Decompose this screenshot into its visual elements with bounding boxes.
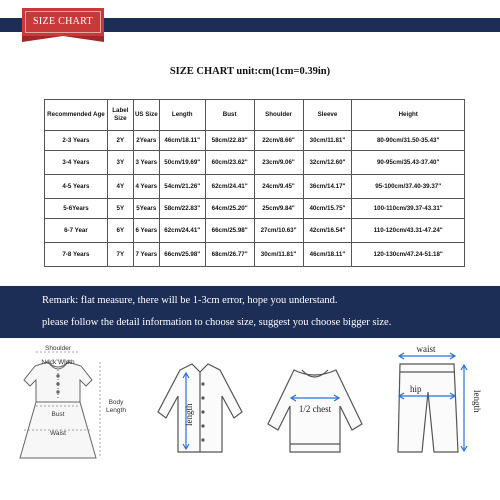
- badge-label: SIZE CHART: [22, 8, 104, 36]
- table-cell: 100-110cm/39.37-43.31": [352, 199, 465, 219]
- table-cell: 27cm/10.63": [254, 219, 303, 243]
- table-cell: 24cm/9.45": [254, 175, 303, 199]
- table-row: [45, 131, 465, 151]
- shirt-diagram: [150, 340, 250, 490]
- pants-icon: [398, 364, 458, 452]
- remark-banner: [0, 286, 500, 338]
- table-cell: 90-95cm/35.43-37.40": [352, 151, 465, 175]
- dress-icon: [20, 362, 96, 458]
- pants-length-label: length: [472, 390, 482, 413]
- table-cell: 7Y: [107, 243, 133, 267]
- badge-ribbon-right: [63, 36, 104, 42]
- dress-diagram: [0, 340, 135, 490]
- table-cell: 3Y: [107, 151, 133, 175]
- table-cell: 2Years: [133, 131, 159, 151]
- table-cell: 4 Years: [133, 175, 159, 199]
- table-cell: 22cm/8.66": [254, 131, 303, 151]
- table-cell: 46cm/18.11": [303, 243, 352, 267]
- column-header: Sleeve: [303, 100, 352, 131]
- neck-width-label: Neck Width: [41, 359, 75, 366]
- table-cell: 30cm/11.81": [254, 243, 303, 267]
- table-cell: 5-6Years: [45, 199, 108, 219]
- table-cell: 50cm/19.69": [159, 151, 205, 175]
- table-cell: 6Y: [107, 219, 133, 243]
- remark-line-2: please follow the detail information to choose size, suggest you choose bigger size.: [42, 317, 392, 328]
- table-cell: 40cm/15.75": [303, 199, 352, 219]
- table-cell: 36cm/14.17": [303, 175, 352, 199]
- remark-line-1: Remark: flat measure, there will be 1-3cm error, hope you understand.: [42, 295, 338, 306]
- table-cell: 66cm/25.98": [159, 243, 205, 267]
- table-cell: 32cm/12.60": [303, 151, 352, 175]
- table-cell: 3 Years: [133, 151, 159, 175]
- column-header: Height: [352, 100, 465, 131]
- table-cell: 80-90cm/31.50-35.43": [352, 131, 465, 151]
- table-cell: 42cm/16.54": [303, 219, 352, 243]
- table-cell: 66cm/25.98": [205, 219, 254, 243]
- table-cell: 54cm/21.26": [159, 175, 205, 199]
- column-header: Length: [159, 100, 205, 131]
- table-cell: 7 Years: [133, 243, 159, 267]
- table-cell: 2-3 Years: [45, 131, 108, 151]
- table-cell: 2Y: [107, 131, 133, 151]
- table-cell: 6-7 Year: [45, 219, 108, 243]
- column-header: US Size: [133, 100, 159, 131]
- table-cell: 30cm/11.81": [303, 131, 352, 151]
- table-cell: 64cm/25.20": [205, 199, 254, 219]
- table-row: [45, 151, 465, 175]
- table-cell: 7-8 Years: [45, 243, 108, 267]
- table-cell: 25cm/9.84": [254, 199, 303, 219]
- table-cell: 120-130cm/47.24-51.18": [352, 243, 465, 267]
- badge-ribbon-left: [22, 36, 63, 42]
- table-cell: 60cm/23.62": [205, 151, 254, 175]
- body-label: Body: [108, 399, 124, 406]
- size-chart-badge: [22, 8, 104, 42]
- table-cell: 110-120cm/43.31-47.24": [352, 219, 465, 243]
- table-cell: 4Y: [107, 175, 133, 199]
- size-table: [44, 99, 465, 267]
- table-row: [45, 243, 465, 267]
- table-cell: 5Years: [133, 199, 159, 219]
- column-header: Label Size: [107, 100, 133, 131]
- table-cell: 58cm/22.83": [159, 199, 205, 219]
- table-row: [45, 219, 465, 243]
- table-cell: 46cm/18.11": [159, 131, 205, 151]
- page-title: SIZE CHART unit:cm(1cm=0.39in): [169, 66, 331, 77]
- shirt-length-label: length: [184, 403, 194, 426]
- shoulder-label: Shoulder: [44, 345, 72, 352]
- table-cell: 95-100cm/37.40-39.37": [352, 175, 465, 199]
- column-header: Recommended Age: [45, 100, 108, 131]
- table-cell: 6 Years: [133, 219, 159, 243]
- table-row: [45, 199, 465, 219]
- pants-hip-label: hip: [410, 384, 422, 394]
- table-cell: 5Y: [107, 199, 133, 219]
- length-label: Length: [106, 407, 126, 414]
- table-cell: 3-4 Years: [45, 151, 108, 175]
- table-cell: 58cm/22.83": [205, 131, 254, 151]
- sweater-diagram: [258, 340, 373, 490]
- sweater-chest-label: 1/2 chest: [298, 404, 332, 414]
- column-header: Bust: [205, 100, 254, 131]
- pants-diagram: [378, 340, 488, 490]
- table-cell: 62cm/24.41": [159, 219, 205, 243]
- table-cell: 62cm/24.41": [205, 175, 254, 199]
- column-header: Shoulder: [254, 100, 303, 131]
- table-cell: 23cm/9.06": [254, 151, 303, 175]
- bust-label: Bust: [51, 411, 65, 418]
- table-cell: 4-5 Years: [45, 175, 108, 199]
- waist-label: Waist: [49, 430, 67, 437]
- pants-waist-label: waist: [416, 344, 436, 354]
- table-row: [45, 175, 465, 199]
- table-header-row: [45, 100, 465, 131]
- shirt-icon: [158, 364, 242, 452]
- table-cell: 68cm/26.77": [205, 243, 254, 267]
